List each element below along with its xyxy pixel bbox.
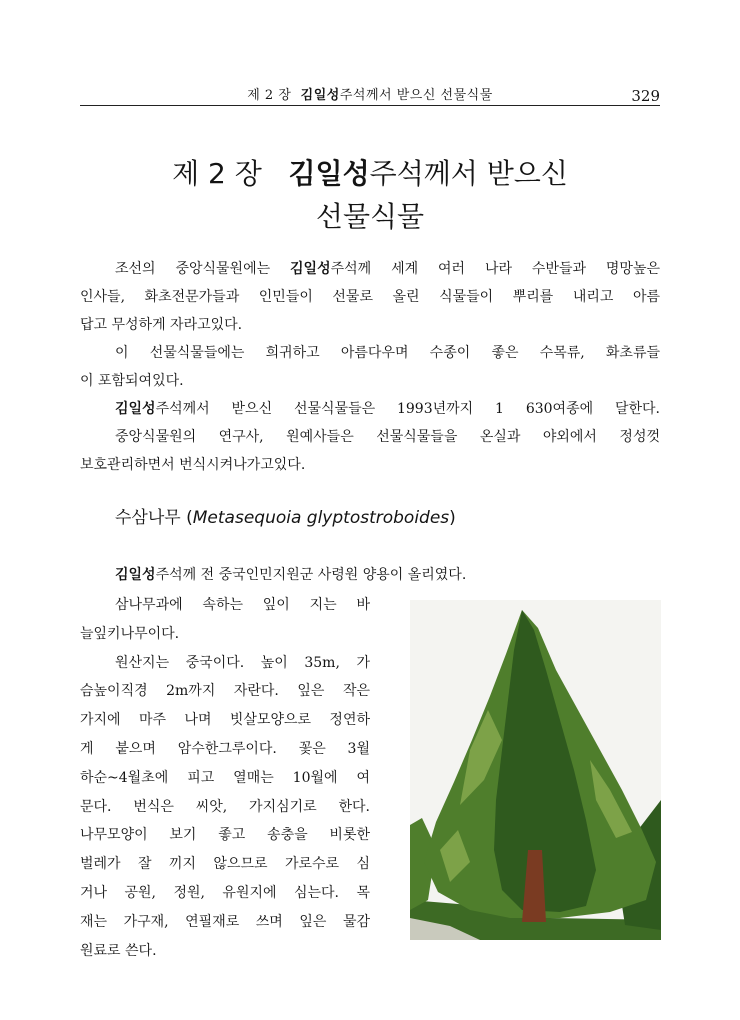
title-bold-name: 김일성 <box>288 157 370 190</box>
intro-p1-a: 조선의 중앙식물원에는 <box>115 261 291 277</box>
intro-p3-rest: 주석께서 받으신 선물식물들은 1993년까지 1 630여종에 달한다. <box>155 401 660 417</box>
intro-line: 답고 무성하게 자라고있다. <box>80 317 243 333</box>
intro-p3-bold: 김일성 <box>115 401 156 417</box>
section-name-latin: Metasequoia glyptostroboides <box>192 508 450 528</box>
intro-line <box>80 396 660 422</box>
donation-rest: 주석께 전 중국인민지원군 사령원 양용이 올리였다. <box>155 567 467 583</box>
title-rest: 주석께서 받으신 <box>369 157 568 190</box>
body-line: 나무모양이 보기 좋고 송충을 비롯한 <box>80 827 370 843</box>
intro-p1-bold: 김일성 <box>290 261 331 277</box>
intro-p1-b: 주석께 세계 여러 나라 수반들과 명망높은 <box>330 261 660 277</box>
donation-bold: 김일성 <box>115 567 156 583</box>
header-rule <box>80 105 660 106</box>
intro-line: 보호관리하면서 번식시켜나가고있다. <box>80 457 306 473</box>
body-line: 늘잎키나무이다. <box>80 626 180 642</box>
body-line: 거나 공원, 정원, 유원지에 심는다. 목 <box>80 885 370 901</box>
donation-line <box>80 562 660 588</box>
intro-line: 인사들, 화초전문가들과 인민들이 선물로 올린 식물들이 뿌리를 내리고 아름 <box>80 289 660 305</box>
intro-line: 이 포함되여있다. <box>80 373 184 389</box>
intro-line: 이 선물식물들에는 희귀하고 아름다우며 수종이 좋은 수목류, 화초류들 <box>115 345 660 361</box>
chapter-title <box>80 152 660 238</box>
body-line: 원료로 쓴다. <box>80 943 157 959</box>
chapter-title-line1 <box>80 152 660 195</box>
page-number: 329 <box>631 87 660 105</box>
body-line: 슴높이직경 2m까지 자란다. 잎은 작은 <box>80 683 370 699</box>
body-line: 문다. 번식은 씨앗, 가지심기로 한다. <box>80 799 370 815</box>
body-line: 재는 가구재, 연필재로 쓰며 잎은 물감 <box>80 914 370 930</box>
body-line: 벌레가 잘 끼지 않으므로 가로수로 심 <box>80 856 370 872</box>
intro-line: 중앙식물원의 연구사, 원예사들은 선물식물들을 온실과 야외에서 정성껏 <box>115 429 660 445</box>
body-line: 삼나무과에 속하는 잎이 지는 바 <box>115 597 370 613</box>
body-line: 원산지는 중국이다. 높이 35m, 가 <box>115 655 370 671</box>
metasequoia-photo <box>410 600 661 940</box>
running-header <box>80 86 660 106</box>
section-heading: 수삼나무 (Metasequoia glyptostroboides) <box>115 508 456 528</box>
body-line: 게 붙으며 암수한그루이다. 꽃은 3월 <box>80 741 370 757</box>
title-chapter: 제 2 장 <box>172 157 262 190</box>
intro-line <box>80 256 660 282</box>
header-bold-name: 김일성 <box>300 88 340 103</box>
section-name-ko: 수삼나무 <box>115 508 181 528</box>
body-line: 가지에 마주 나며 빗살모양으로 정연하 <box>80 712 370 728</box>
running-header-title <box>80 86 660 106</box>
chapter-title-line2: 선물식물 <box>315 200 425 233</box>
header-chapter: 제 2 장 <box>247 88 292 103</box>
body-line: 하순~4월초에 피고 열매는 10월에 여 <box>80 770 370 786</box>
header-title-rest: 주석께서 받으신 선물식물 <box>339 88 493 103</box>
